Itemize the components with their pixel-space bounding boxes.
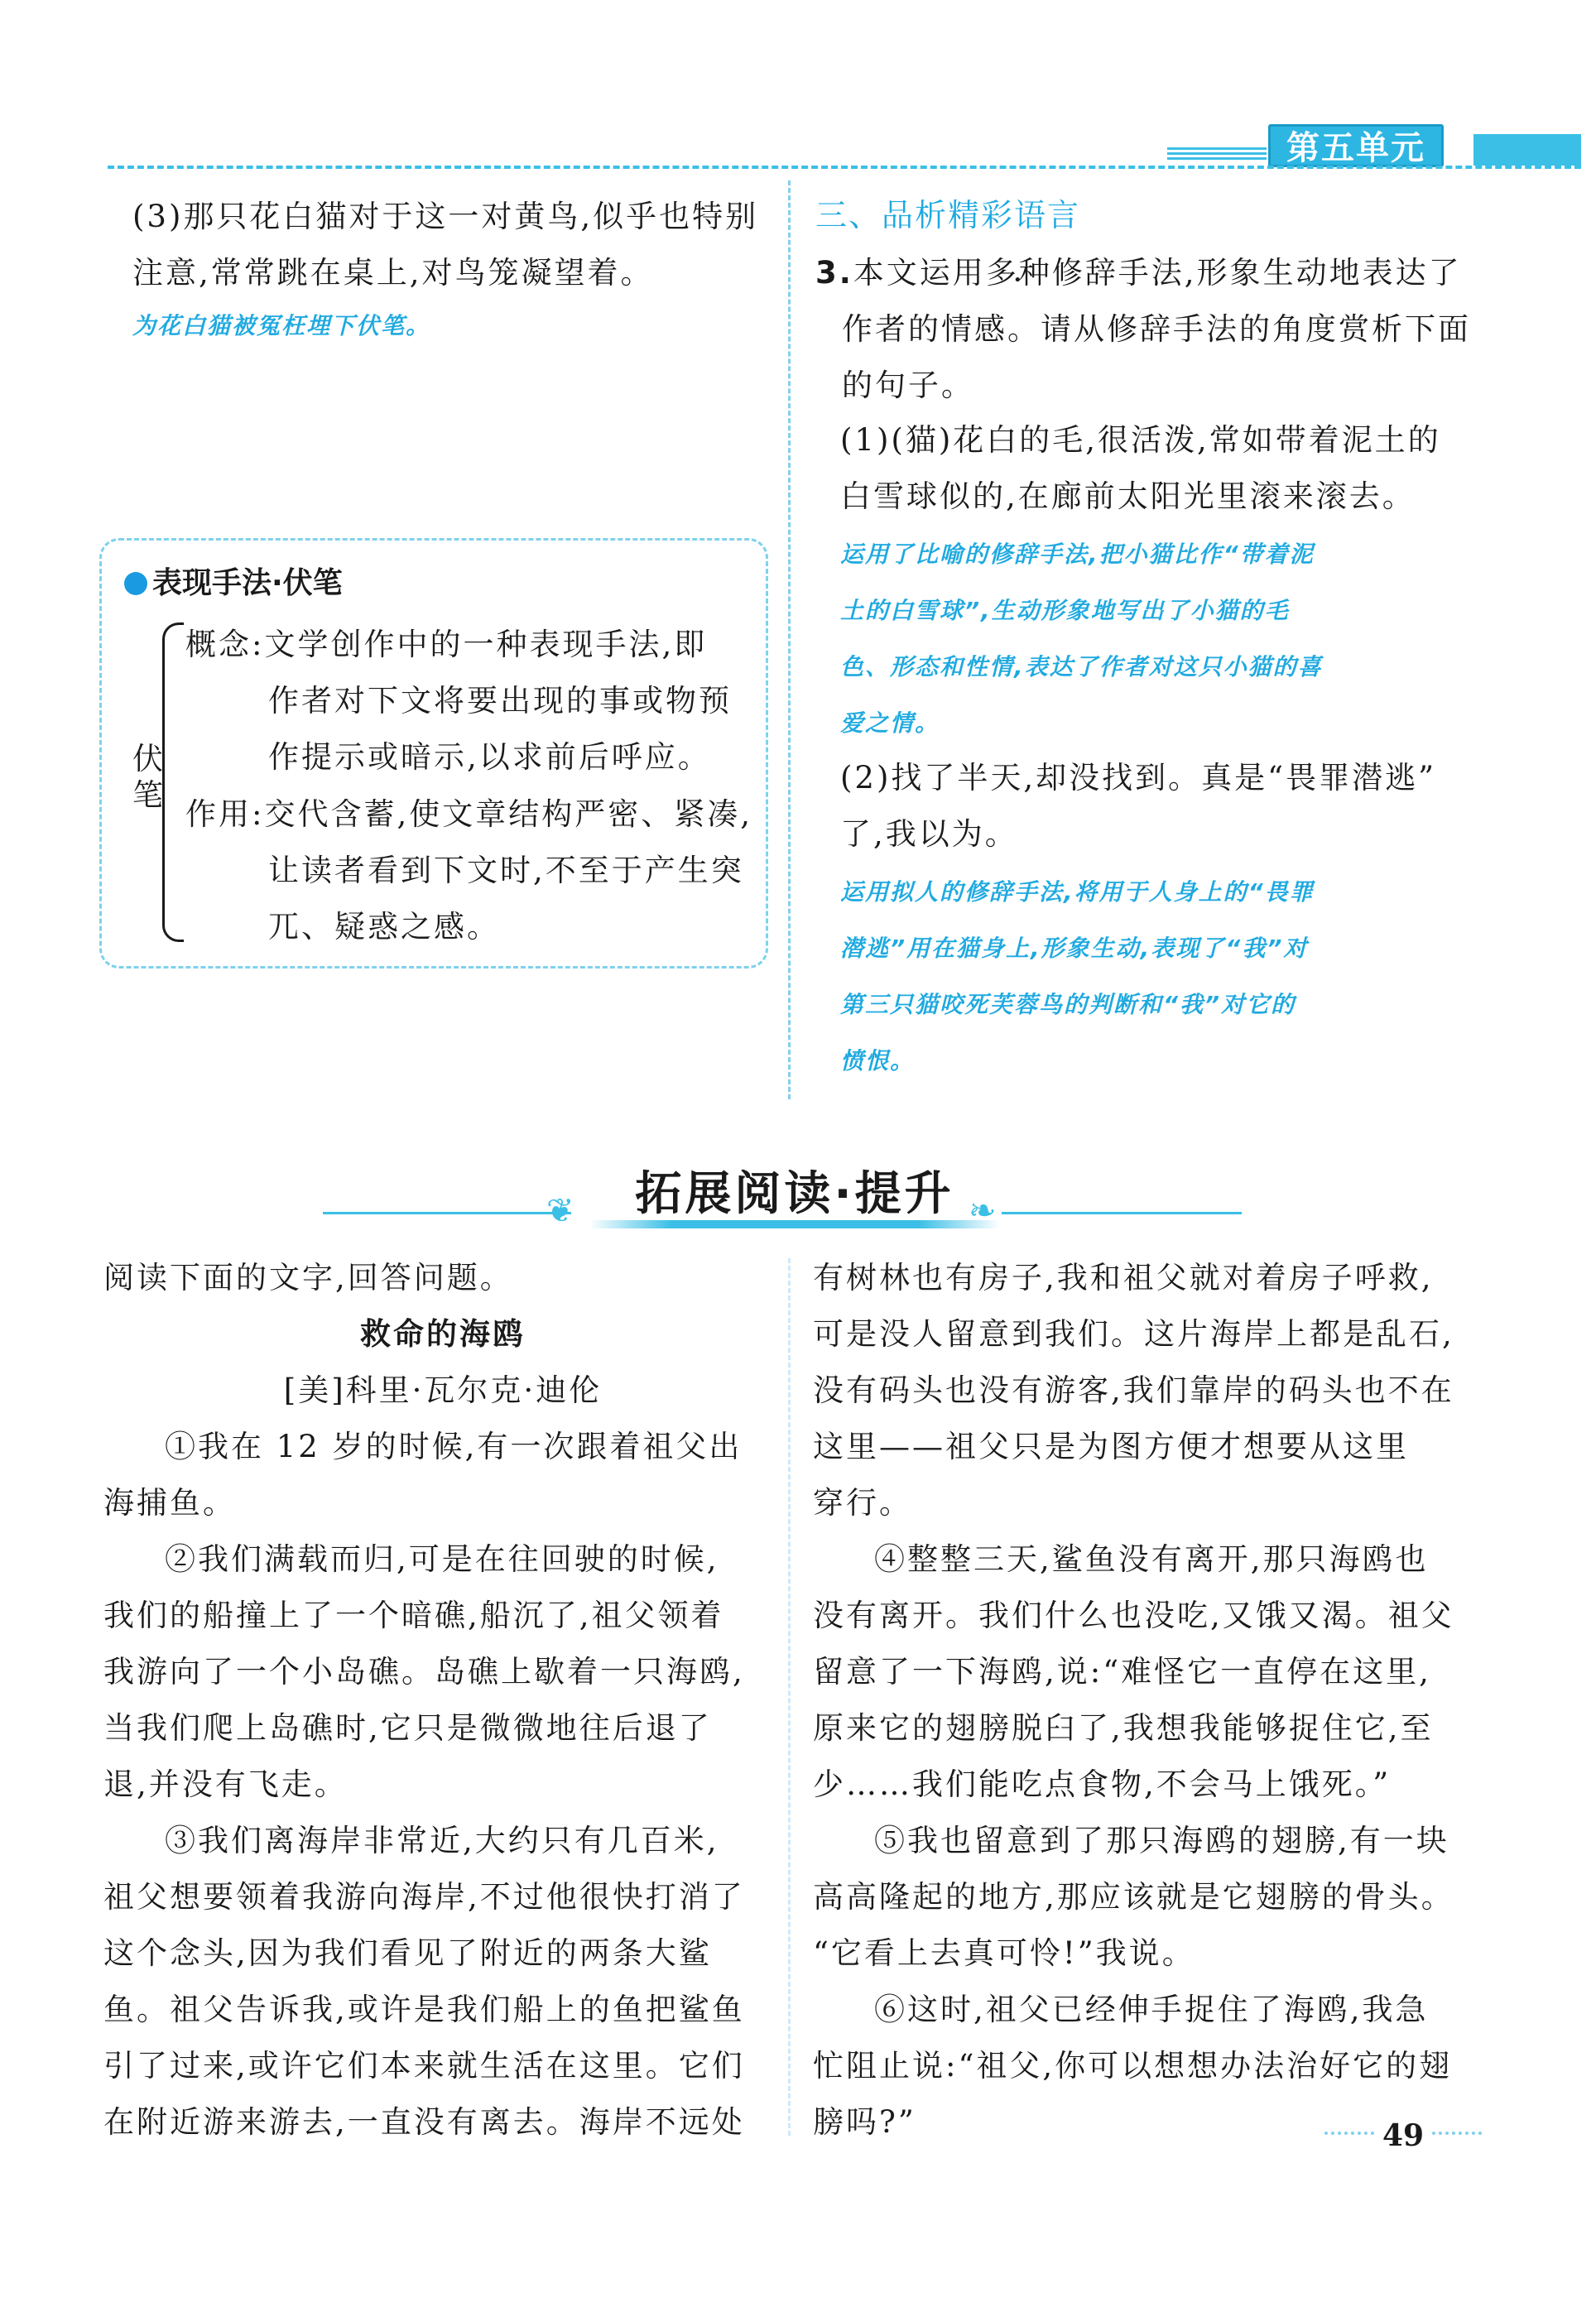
tip-title: 表现手法·伏笔 [124, 563, 343, 604]
sub2-answer: 运用拟人的修辞手法,将用于人身上的“畏罪 潜逃”用在猫身上,形象生动,表现了“我”对 第三只猫咬死芙蓉鸟的判断和“我”对它的 愤恨。 [840, 878, 1315, 1074]
story-author: [美]科里·瓦尔克·迪伦 [283, 1372, 603, 1408]
banner-line-left [323, 1212, 571, 1214]
banner-line-right [1002, 1212, 1242, 1214]
sub2-text: (2)找了半天,却没找到。真是“畏罪潜逃” 了,我以为。 [840, 760, 1437, 852]
header-rule [108, 166, 1581, 169]
paragraph-line: ①我在 12 岁的时候,有一次跟着祖父出 [165, 1429, 743, 1464]
q3-answer: 为花白猫被冤枉埋下伏笔。 [132, 312, 431, 339]
q3-text: (3)那只花白猫对于这一对黄鸟,似乎也特别 注意,常常跳在桌上,对鸟笼凝望着。 [132, 199, 759, 291]
story-title: 救命的海鸥 [360, 1316, 526, 1352]
header-stripes [1167, 147, 1267, 162]
sub1-text: (1)(猫)花白的毛,很活泼,常如带着泥土的 白雪球似的,在廊前太阳光里滚来滚去。 [840, 422, 1441, 514]
column-divider-top [788, 180, 791, 1099]
banner-title: 拓展阅读·提升 [635, 1167, 954, 1221]
unit-badge: 第五单元 [1268, 124, 1444, 167]
q3-rhetoric: 3.本文运用多种 •修辞手法,形象生动地表达了 作者的情感。请从修辞手法的角度赏析下面 的句子。 [815, 245, 1502, 414]
brace-label: 伏笔 [132, 741, 163, 813]
section-title: 三、品析精彩语言 [815, 197, 1081, 233]
tip-concept: 概念:文学创作中的一种表现手法,即 作者对下文将要出现的事或物预 作提示或暗示,以求前后呼应。 [185, 627, 732, 775]
header-bar [1473, 134, 1581, 166]
tip-effect: 作用:交代含蓄,使文章结构严密、紧凑, 让读者看到下文时,不至于产生突 兀、疑惑之感。 [185, 796, 752, 945]
page-dots-right [1432, 2132, 1482, 2135]
ornament-right-icon: ❧ [969, 1192, 997, 1230]
ornament-left-icon: ❦ [546, 1192, 574, 1230]
story-right-column: 有树林也有房子,我和祖父就对着房子呼救, 可是没人留意到我们。这片海岸上都是乱石, 没有码头也没有游客,我们靠岸的码头也不在 这里——祖父只是为图方便才想要从这里 穿行。 ④整整三天,鲨鱼没有离开,那只海鸥也 没有离开。我们什么也没吃,又饿又渴。祖父 留意了一下海鸥,说:“难怪它一直停在这里, 原来它的翅膀脱臼了,我想我能够捉住它,至 少……我们能吃点食物,不会马上饿死。” ⑤我也留意到了那只海鸥的翅膀,有一块 高高隆起的地方,那应该就是它翅膀的骨头。 “它看上去真可怜!”我说。 ⑥这时,祖父已经伸手捉住了海鸥,我急 忙阻止说:“祖父,你可以想想办法治好它的翅 膀吗?” [813, 1260, 1454, 2140]
sub1-answer: 运用了比喻的修辞手法,把小猫比作“带着泥 土的白雪球”,生动形象地写出了小猫的毛 色、形态和性情,表达了作者对这只小猫的喜 爱之情。 [840, 541, 1323, 737]
reading-instruction: 阅读下面的文字,回答问题。 [103, 1260, 513, 1295]
column-divider-bottom [788, 1258, 791, 2136]
page-number: 49 [1382, 2118, 1425, 2153]
bullet-icon [124, 572, 147, 595]
story-left-column: ①我在 12 岁的时候,有一次跟着祖父出 海捕鱼。 ②我们满载而归,可是在往回驶的时候, 我们的船撞上了一个暗礁,船沉了,祖父领着 我游向了一个小岛礁。岛礁上歇着一只海鸥, 当我们爬上岛礁时,它只是微微地往后退了 退,并没有飞走。 ③我们离海岸非常近,大约只有几百米, 祖父想要领着我游向海岸,不过他很快打消了 这个念头,因为我们看见了附近的两条大鲨 鱼。祖父告诉我,或许是我们船上的鱼把鲨鱼 引了过来,或许它们本来就生活在这里。它们 在附近游来游去,一直没有离去。海岸不远处 [103, 1419, 782, 2151]
page-dots-left [1324, 2132, 1374, 2135]
